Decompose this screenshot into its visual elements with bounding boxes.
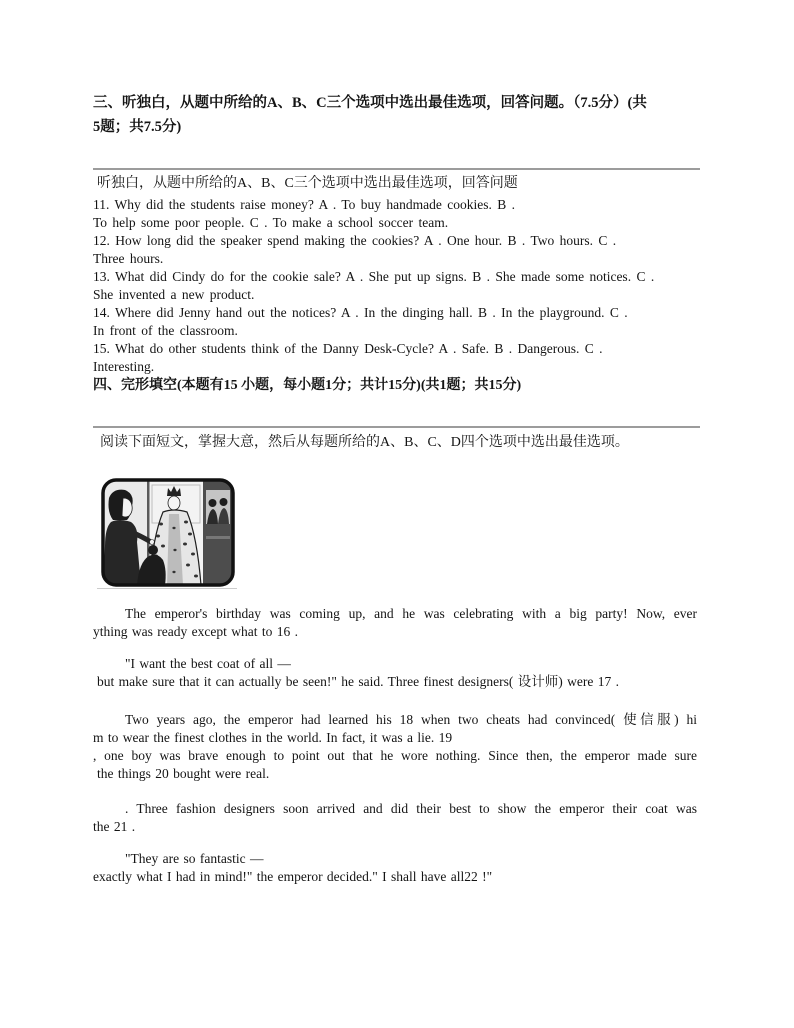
passage-paragraph-1 xyxy=(93,605,697,641)
passage-paragraph-5 xyxy=(93,850,697,886)
passage-line: "They are so fantastic — xyxy=(125,851,264,866)
passage-line: exactly what I had in mind!" the emperor decided." I shall have all22 !" xyxy=(93,869,493,884)
question-11 xyxy=(93,196,697,232)
question-line: Interesting. xyxy=(93,359,155,374)
question-15 xyxy=(93,340,697,376)
passage-line: , one boy was brave enough to point out that he wore nothing. Since then, the emperor made sure xyxy=(93,748,697,763)
question-line: 15. What do other students think of the Danny Desk-Cycle? A . Safe. B . Dangerous. C . xyxy=(93,341,603,356)
listening-questions xyxy=(93,196,697,376)
question-line: 12. How long did the speaker spend making the cookies? A . One hour. B . Two hours. C . xyxy=(93,233,617,248)
question-12 xyxy=(93,232,697,268)
question-line: 11. Why did the students raise money? A . To buy handmade cookies. B . xyxy=(93,197,515,212)
question-line: Three hours. xyxy=(93,251,164,266)
section-3-heading xyxy=(93,91,697,139)
passage-line: . Three fashion designers soon arrived and did their best to show the emperor their coat was xyxy=(125,801,697,816)
passage-line: m to wear the finest clothes in the world. In fact, it was a lie. 19 xyxy=(93,730,453,745)
section-divider xyxy=(93,426,700,428)
story-illustration xyxy=(97,476,237,590)
question-line: 14. Where did Jenny hand out the notices? A . In the dinging hall. B . In the playground. C . xyxy=(93,305,628,320)
passage-line: the things 20 bought were real. xyxy=(97,766,270,781)
question-line: 13. What did Cindy do for the cookie sale? A . She put up signs. B . She made some notices. C . xyxy=(93,269,655,284)
passage-paragraph-4 xyxy=(93,800,697,836)
section-divider xyxy=(93,168,700,170)
passage-line: Two years ago, the emperor had learned his 18 when two cheats had convinced( 使信服) hi xyxy=(125,712,697,727)
passage-line: ything was ready except what to 16 . xyxy=(93,624,298,639)
passage-paragraph-3 xyxy=(93,711,697,783)
passage-line: but make sure that it can actually be seen!" he said. Three finest designers( 设计师) were 17 . xyxy=(97,674,619,689)
question-line: She invented a new product. xyxy=(93,287,255,302)
section-4-heading: 四、完形填空(本题有15 小题，每小题1分；共计15分)(共1题；共15分) xyxy=(93,378,522,393)
passage-line: The emperor's birthday was coming up, and he was celebrating with a big party! Now, ever xyxy=(125,606,697,621)
section-4-instruction: 阅读下面短文，掌握大意，然后从每题所给的A、B、C、D四个选项中选出最佳选项。 xyxy=(100,435,629,450)
question-13 xyxy=(93,268,697,304)
passage-paragraph-2 xyxy=(93,655,697,691)
section-3-instruction: 听独白，从题中所给的A、B、C三个选项中选出最佳选项，回答问题 xyxy=(97,176,518,191)
question-line: To help some poor people. C . To make a school soccer team. xyxy=(93,215,449,230)
window-figures xyxy=(203,480,233,585)
passage-line: "I want the best coat of all — xyxy=(125,656,291,671)
section-3-heading-line-1: 三、听独白，从题中所给的A、B、C三个选项中选出最佳选项，回答问题。（7.5分）(共 xyxy=(93,95,647,111)
section-3-heading-line-2: 5题；共7.5分) xyxy=(93,119,182,135)
question-line: In front of the classroom. xyxy=(93,323,238,338)
question-14 xyxy=(93,304,697,340)
passage-line: the 21 . xyxy=(93,819,136,834)
